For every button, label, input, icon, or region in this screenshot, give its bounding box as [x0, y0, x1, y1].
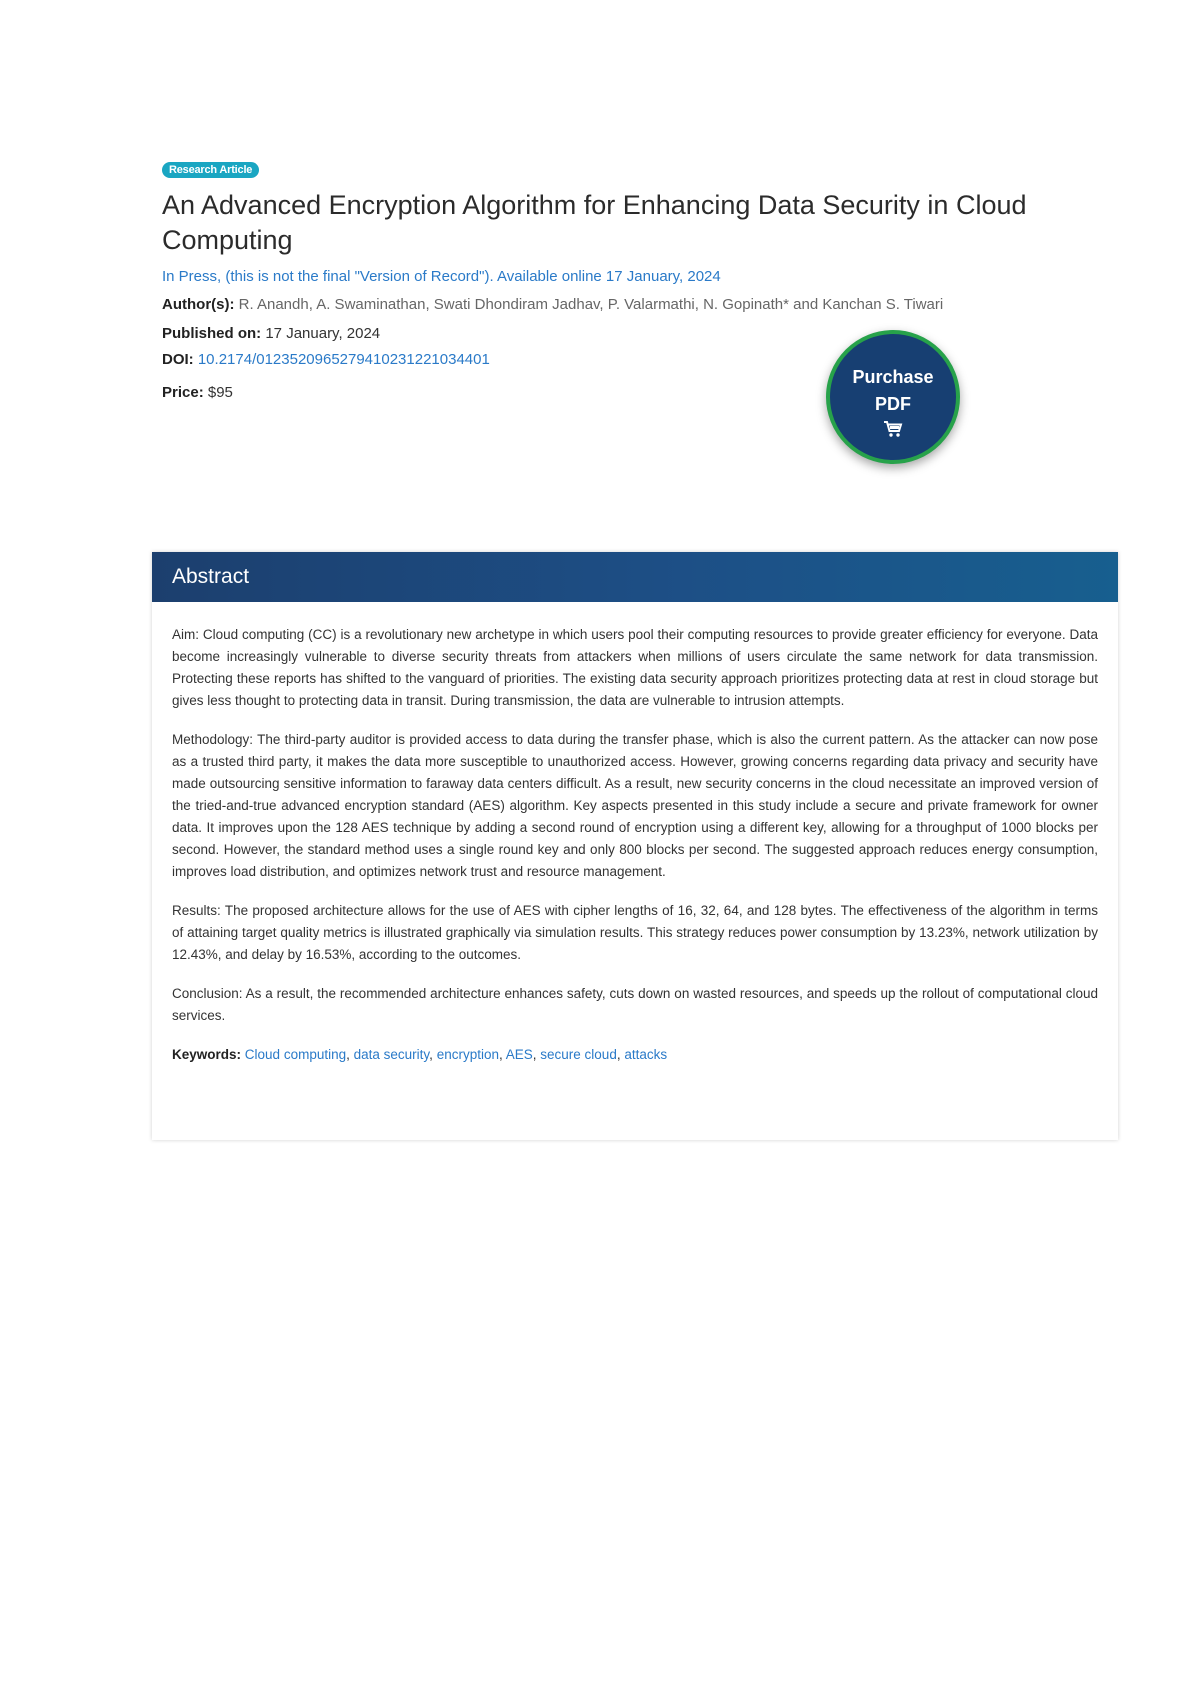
- in-press-notice: In Press, (this is not the final "Version of Record"). Available online 17 January, 2024: [162, 268, 721, 285]
- article-type-badge: Research Article: [162, 162, 259, 178]
- abstract-heading: Abstract: [152, 552, 1118, 602]
- price-value: $95: [207, 384, 233, 401]
- published-label: Published on:: [162, 325, 262, 342]
- keyword-link[interactable]: encryption: [436, 1047, 499, 1062]
- authors-line: [162, 295, 1092, 314]
- keywords-label: Keywords:: [172, 1047, 242, 1062]
- price-label: Price:: [162, 384, 204, 401]
- keyword-link[interactable]: attacks: [624, 1047, 668, 1062]
- abstract-methodology: Methodology: The third-party auditor is provided access to data during the transfer phase, which is also the current pattern. As the attacker can now pose as a trusted third party, it makes the data more susceptible to unauthorized access. However, growing concerns regarding data privacy and security have made outsourcing sensitive information to faraway data centers difficult. As a result, new security concerns in the cloud necessitate an improved version of the tried-and-true advanced encryption standard (AES) algorithm. Key aspects presented in this study include a secure and private framework for owner data. It improves upon the 128 AES technique by adding a second round of encryption using a different key, allowing for a throughput of 1000 blocks per second. However, the standard method uses a single round key and only 800 blocks per second. The suggested approach reduces energy consumption, improves load distribution, and optimizes network trust and resource management.: [172, 732, 1098, 879]
- cart-icon: [883, 420, 903, 438]
- published-date: 17 January, 2024: [265, 325, 381, 342]
- keyword-link[interactable]: secure cloud: [540, 1047, 617, 1062]
- abstract-results: Results: The proposed architecture allows for the use of AES with cipher lengths of 16, 32, 64, and 128 bytes. The effectiveness of the algorithm in terms of attaining target quality metrics is illustrated graphically via simulation results. This strategy reduces power consumption by 13.23%, network utilization by 12.43%, and delay by 16.53%, according to the outcomes.: [172, 903, 1098, 962]
- abstract-card: [152, 552, 1118, 1140]
- abstract-body: [152, 602, 1118, 1066]
- published-line: [162, 324, 1092, 343]
- abstract-conclusion: Conclusion: As a result, the recommended architecture enhances safety, cuts down on wasted resources, and speeds up the rollout of computational cloud services.: [172, 986, 1098, 1023]
- keywords-line: Keywords: Cloud computing, data security, encryption, AES, secure cloud, attacks: [172, 1047, 668, 1062]
- keyword-link[interactable]: Cloud computing: [244, 1047, 347, 1062]
- article-title: An Advanced Encryption Algorithm for Enhancing Data Security in Cloud Computing: [162, 190, 1027, 255]
- doi-label: DOI:: [162, 351, 194, 368]
- authors-list: R. Anandh, A. Swaminathan, Swati Dhondiram Jadhav, P. Valarmathi, N. Gopinath* and Kanchan S. Tiwari: [238, 296, 944, 313]
- purchase-label: Purchase: [852, 367, 934, 387]
- keyword-link[interactable]: AES: [505, 1047, 533, 1062]
- doi-link[interactable]: 10.2174/0123520965279410231221034401: [197, 351, 490, 368]
- abstract-aim: Aim: Cloud computing (CC) is a revolutionary new archetype in which users pool their computing resources to provide greater efficiency for everyone. Data become increasingly vulnerable to diverse security threats from attackers when millions of users circulate the same network for data transmission. Protecting these reports has shifted to the vanguard of priorities. The existing data security approach prioritizes protecting data at rest in cloud storage but gives less thought to protecting data in transit. During transmission, the data are vulnerable to intrusion attempts.: [172, 627, 1098, 708]
- pdf-label: PDF: [875, 394, 911, 414]
- purchase-pdf-button[interactable]: [826, 330, 960, 464]
- authors-label: Author(s):: [162, 296, 235, 313]
- keyword-link[interactable]: data security: [353, 1047, 430, 1062]
